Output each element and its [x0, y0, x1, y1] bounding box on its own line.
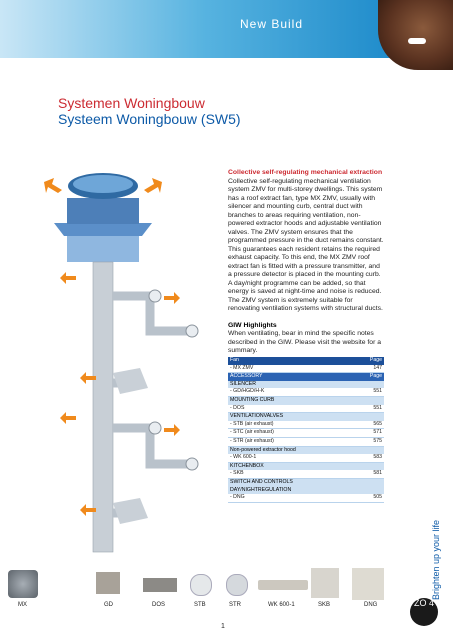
- table-cell-label: - GD/HGD/H-K: [230, 388, 265, 395]
- table-row: [228, 365, 384, 374]
- product-strip: [0, 566, 453, 606]
- table-cell-label: - STC (air exhaust): [230, 429, 274, 436]
- dng-control-image: [352, 568, 384, 600]
- table-cell-page: 551: [373, 388, 382, 395]
- product-table: [228, 357, 384, 503]
- page-number: 1: [221, 623, 225, 630]
- table-row: [228, 447, 384, 455]
- table-cell-page: 147: [373, 364, 382, 371]
- title-dutch: Systemen Woningbouw: [58, 95, 205, 111]
- description-block: [228, 169, 384, 356]
- table-cell-label: - DNG: [230, 494, 245, 501]
- stb-valve-image: [190, 574, 212, 596]
- product-label: WK 600-1: [268, 602, 295, 608]
- table-row: [228, 494, 384, 503]
- title-system: Systeem Woningbouw (SW5): [58, 111, 241, 127]
- tagline-text: Brighten up your life: [431, 519, 441, 600]
- table-cell-label: - STB (air exhaust): [230, 420, 274, 427]
- description-body: Collective self-regulating mechanical ventilation system ZMV for multi-storey dwellings. This system has a roof extract fan, type MX ZMV, usually with silencer and mounting curb, central duct with branches to areas requiring ventilation, non-powered extractor hoods and adjustable ventilation valves. The ZMV system ensures that the programmed pressure in the duct remains constant. This guarantees each resident retains the required exhaust capacity. To this end, the MX ZMV roof extract fan is fitted with a pressure transmitter, and a pressure detector is placed in the mounting curb. A day/night programme can be added, so that energy is saved at night-time and noise is reduced. The ZMV system is extremely suitable for renovating ventilation systems with structural ducts.: [228, 177, 384, 312]
- brand-logo: ZO 4: [410, 598, 438, 626]
- table-row: [228, 438, 384, 447]
- table-cell-page: 565: [373, 420, 382, 427]
- product-label: STR: [229, 602, 241, 608]
- wk600-hood-image: [258, 580, 308, 590]
- giw-body: When ventilating, bear in mind the specific notes described in the GIW. Please visit the website for a summary.: [228, 330, 382, 354]
- table-cell-label: - MX ZMV: [230, 364, 254, 371]
- table-row: [228, 463, 384, 471]
- table-cell-label: VENTILATIONVALVES: [230, 413, 284, 420]
- table-cell-page: Page: [369, 373, 382, 380]
- table-row: [228, 421, 384, 430]
- header-photo: [378, 0, 453, 70]
- sidebar-tagline: [431, 420, 447, 600]
- description-heading: Collective self-regulating mechanical extraction: [228, 169, 383, 176]
- section-title: New Build: [240, 17, 304, 31]
- table-row: [228, 381, 384, 389]
- table-cell-page: 551: [373, 404, 382, 411]
- table-cell-label: Fan: [230, 357, 239, 363]
- table-row: [228, 397, 384, 405]
- table-row: [228, 405, 384, 414]
- table-cell-page: 505: [373, 494, 382, 501]
- table-cell-label: ACCESSORY: [230, 373, 263, 380]
- table-cell-label: - SKB: [230, 470, 244, 477]
- table-row: [228, 429, 384, 438]
- product-label: MX: [18, 602, 27, 608]
- table-row: [228, 373, 384, 381]
- table-cell-page: 583: [373, 454, 382, 461]
- table-cell-label: KITCHENBOX: [230, 462, 264, 469]
- mx-fan-image: [8, 570, 38, 598]
- table-cell-page: 571: [373, 429, 382, 436]
- skb-kitchenbox-image: [311, 568, 339, 598]
- product-label: GD: [104, 602, 113, 608]
- table-row: [228, 470, 384, 479]
- table-cell-label: SILENCER: [230, 380, 256, 387]
- product-label: DOS: [152, 602, 166, 608]
- giw-heading: GIW Highlights: [228, 321, 277, 329]
- table-cell-page: 575: [373, 437, 382, 444]
- table-row: [228, 357, 384, 365]
- table-cell-label: - WK 600-1: [230, 454, 257, 461]
- product-label: SKB: [318, 602, 331, 608]
- table-row: [228, 454, 384, 463]
- table-row: [228, 479, 384, 487]
- product-label: DNG: [364, 602, 378, 608]
- table-cell-page: Page: [369, 357, 382, 363]
- system-illustration: [40, 168, 215, 563]
- table-row: [228, 487, 384, 495]
- table-cell-label: - STR (air exhaust): [230, 437, 274, 444]
- table-cell-label: MOUNTING CURB: [230, 396, 275, 403]
- gd-silencer-image: [96, 572, 120, 594]
- table-cell-label: Non-powered extractor hood: [230, 446, 296, 453]
- table-cell-label: - DOS: [230, 404, 245, 411]
- table-cell-label: SWITCH AND CONTROLS: [230, 478, 293, 485]
- table-cell-label: DAY/NIGHTREGULATION: [230, 486, 292, 493]
- product-label: STB: [194, 602, 206, 608]
- table-row: [228, 388, 384, 397]
- str-valve-image: [226, 574, 248, 596]
- table-row: [228, 413, 384, 421]
- dos-curb-image: [143, 578, 177, 592]
- table-cell-page: 581: [373, 470, 382, 477]
